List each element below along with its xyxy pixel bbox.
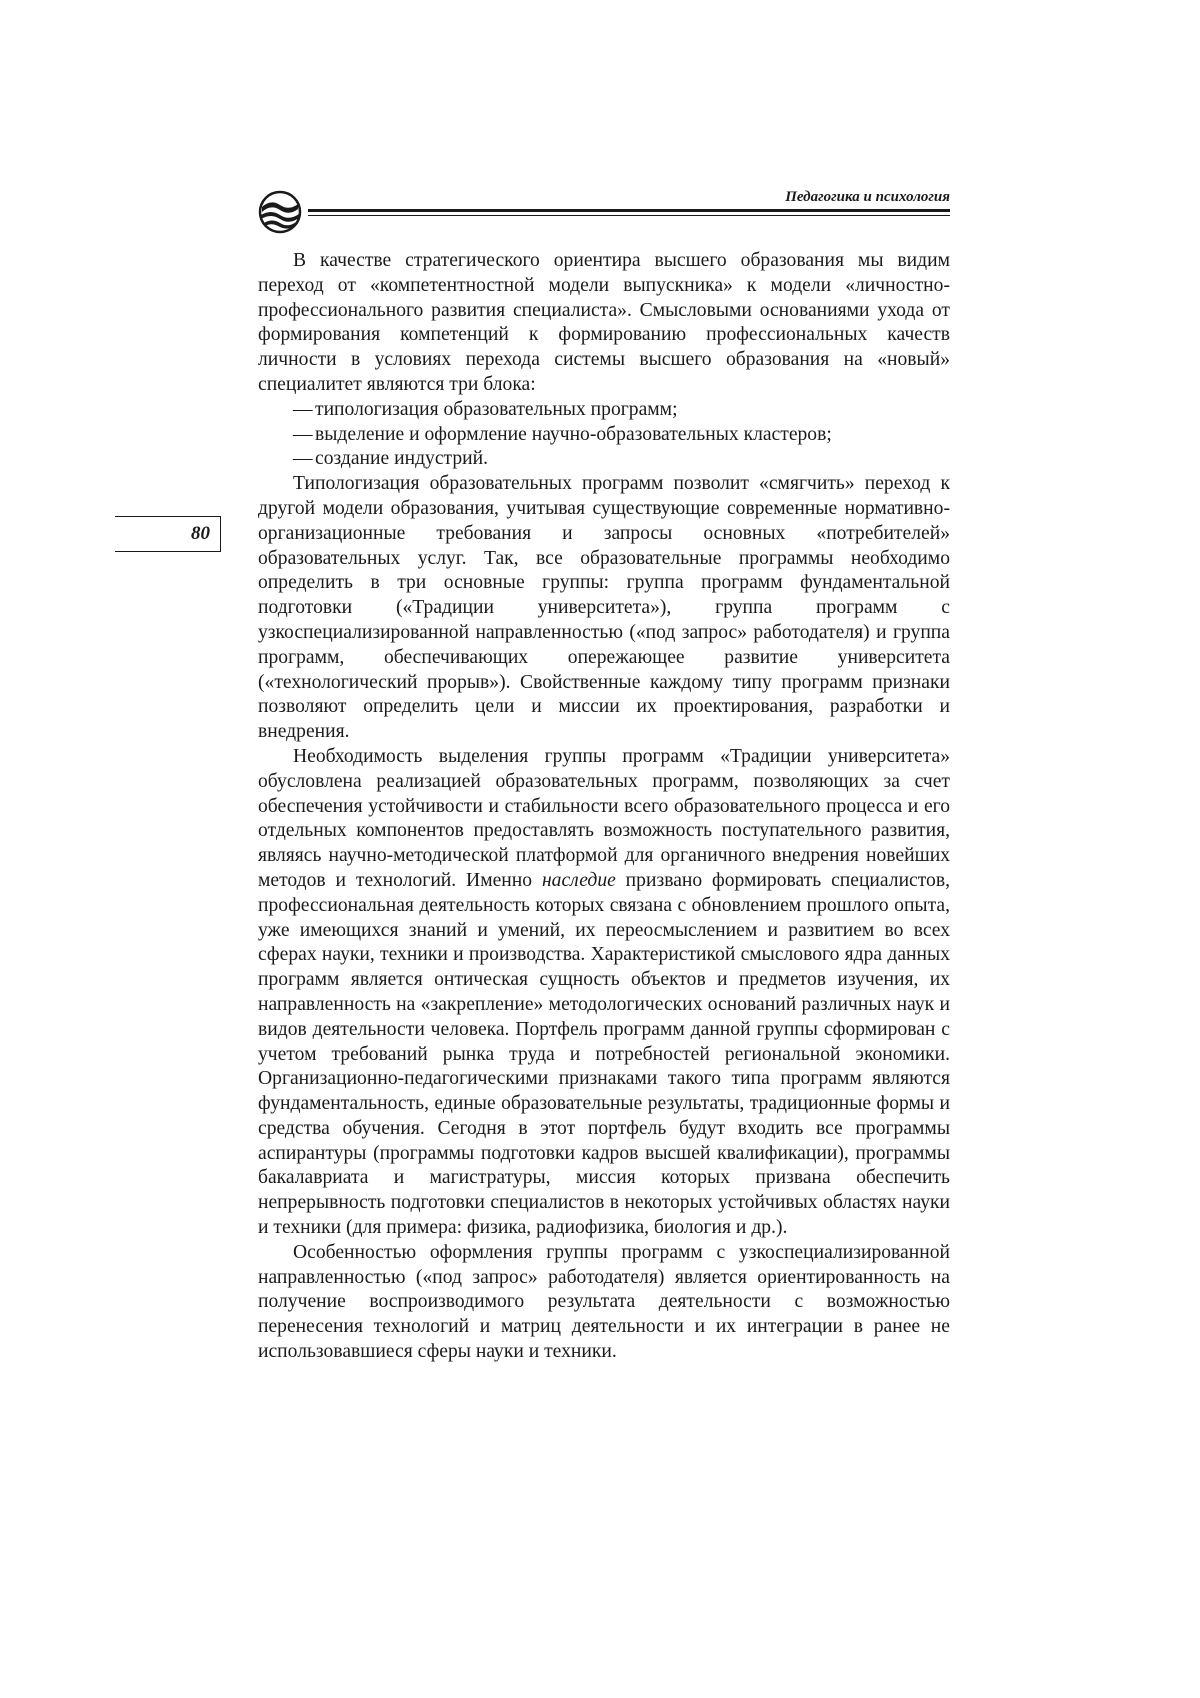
emphasis-word: наследие <box>541 869 616 891</box>
list-dash: — <box>293 448 313 470</box>
list-item-text: создание индустрий. <box>315 448 489 470</box>
waves-circle-icon <box>258 190 302 234</box>
body-text <box>258 249 950 1365</box>
paragraph-3 <box>258 745 950 1241</box>
running-header <box>258 188 950 238</box>
list-item <box>258 423 950 448</box>
page-number-box <box>115 516 221 552</box>
running-title: Педагогика и психология <box>785 189 950 205</box>
paragraph-3-end: призвано формировать специалистов, профессиональная деятельность которых связана с обновлением прошлого опыта, уже имеющихся знаний и умений, их переосмыслением и развитием во всех сферах науки, техники и производства. Характеристикой смыслового ядра данных программ является онтическая сущность объектов и предметов изучения, их направленность на «закрепление» методологических оснований различных наук и видов деятельности человека. Портфель программ данной группы сформирован с учетом требований рынка труда и потребностей региональной экономики. Организационно-педагогическими признаками такого типа программ являются фундаментальность, единые образовательные результаты, традиционные формы и средства обучения. Сегодня в этот портфель будут входить все программы аспирантуры (программы подготовки кадров высшей квалификации), программы бакалавриата и магистратуры, миссия которых призвана обеспечить непрерывность подготовки специалистов в некоторых устойчивых областях науки и техники (для примера: физика, радиофизика, биология и др.). <box>258 869 950 1239</box>
list-item-text: типологизация образовательных программ; <box>315 398 678 420</box>
list-item <box>258 398 950 423</box>
list-item-text: выделение и оформление научно-образовательных кластеров; <box>315 423 832 445</box>
list-dash: — <box>293 423 313 445</box>
page-number: 80 <box>191 523 210 544</box>
paragraph-1: В качестве стратегического ориентира высшего образования мы видим переход от «компетентностной модели выпускника» к модели «личностно-профессионального развития специалиста». Смысловыми основаниями ухода от формирования компетенций к формированию профессиональных качеств личности в условиях перехода системы высшего образования на «новый» специалитет являются три блока: <box>258 250 950 395</box>
paragraph-3-start: Необходимость выделения группы программ «Традиции университета» обусловлена реализацией образовательных программ, позволяющих за счет обеспечения устойчивости и стабильности всего образовательного процесса и его отдельных компонентов предоставлять возможность поступательного развития, являясь научно-методической платформой для органичного внедрения новейших методов и технологий. Именно <box>258 745 950 891</box>
header-rule-thin <box>308 215 950 216</box>
list-dash: — <box>293 398 313 420</box>
header-rule-thick <box>308 209 950 212</box>
list-item <box>258 447 950 472</box>
paragraph-4: Особенностью оформления группы программ с узкоспециализированной направленностью («под запрос» работодателя) является ориентированность на получение воспроизводимого результата деятельности с возможностью перенесения технологий и матриц деятельности и их интеграции в ранее не использовавшиеся сферы науки и техники. <box>258 1241 950 1363</box>
paragraph-2: Типологизация образовательных программ позволит «смягчить» переход к другой модели образования, учитывая существующие современные нормативно-организационные требования и запросы основных «потребителей» образовательных услуг. Так, все образовательные программы необходимо определить в три основные группы: группа программ фундаментальной подготовки («Традиции университета»), группа программ с узкоспециализированной направленностью («под запрос» работодателя) и группа программ, обеспечивающих опережающее развитие университета («технологический прорыв»). Свойственные каждому типу программ признаки позволяют определить цели и миссии их проектирования, разработки и внедрения. <box>258 473 950 743</box>
